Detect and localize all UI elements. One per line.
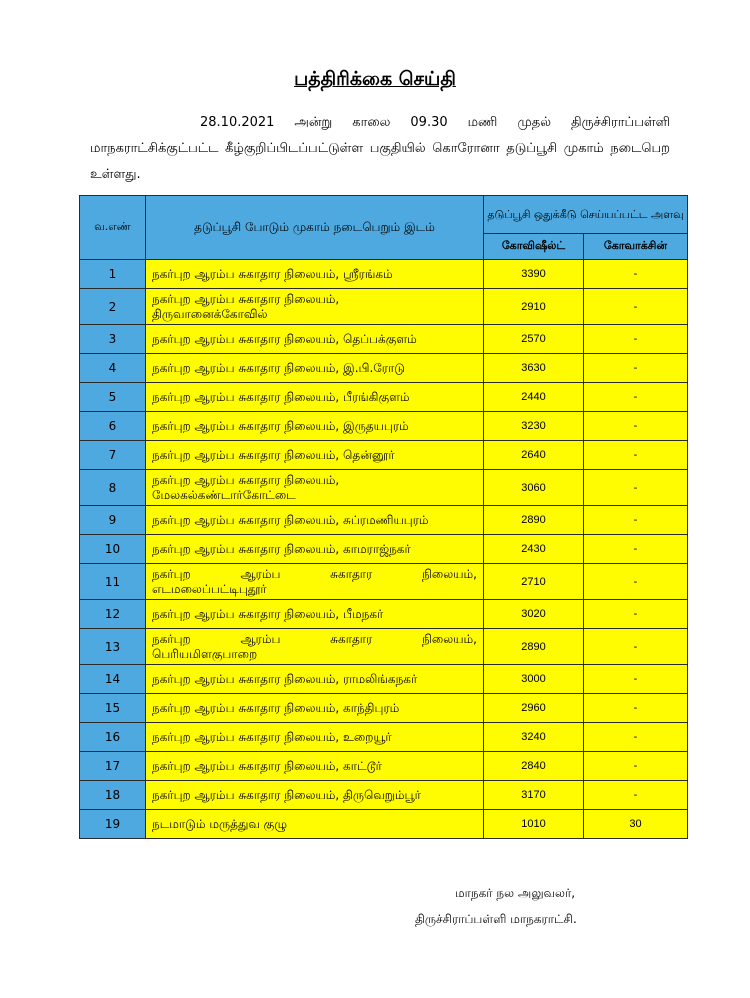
header-camp-location: தடுப்பூசி போடும் முகாம் நடைபெறும் இடம்	[146, 196, 484, 260]
cell-serial-number: 7	[80, 441, 146, 470]
table-row	[80, 383, 688, 412]
table-row	[80, 470, 688, 506]
table-row	[80, 665, 688, 694]
cell-camp-location	[146, 354, 484, 383]
cell-serial-number: 15	[80, 694, 146, 723]
table-row	[80, 260, 688, 289]
cell-covaxin-count: -	[584, 412, 688, 441]
cell-camp-location	[146, 665, 484, 694]
cell-covaxin-count: -	[584, 260, 688, 289]
cell-serial-number: 14	[80, 665, 146, 694]
cell-camp-location	[146, 535, 484, 564]
table-row	[80, 781, 688, 810]
cell-covaxin-count: 30	[584, 810, 688, 839]
cell-covaxin-count: -	[584, 441, 688, 470]
cell-camp-location	[146, 781, 484, 810]
cell-serial-number: 19	[80, 810, 146, 839]
location-line-1: நகர்புற ஆரம்ப சுகாதார நிலையம், உறையூர்	[152, 729, 392, 744]
table-row	[80, 810, 688, 839]
cell-covishield-count: 3630	[484, 354, 584, 383]
table-row	[80, 412, 688, 441]
cell-covishield-count: 1010	[484, 810, 584, 839]
location-line-2: எடமலைப்பட்டிபுதூர்	[152, 581, 267, 596]
location-line-1: நகர்புற ஆரம்ப சுகாதார நிலையம், ஸ்ரீரங்கம்	[152, 266, 393, 281]
cell-camp-location	[146, 260, 484, 289]
cell-covishield-count: 3060	[484, 470, 584, 506]
cell-covaxin-count: -	[584, 665, 688, 694]
cell-covishield-count: 2890	[484, 506, 584, 535]
cell-covishield-count: 2710	[484, 564, 584, 600]
cell-serial-number: 5	[80, 383, 146, 412]
cell-serial-number: 3	[80, 325, 146, 354]
cell-camp-location	[146, 694, 484, 723]
cell-covishield-count: 2440	[484, 383, 584, 412]
cell-covishield-count: 2570	[484, 325, 584, 354]
cell-camp-location	[146, 383, 484, 412]
intro-rest: மாநகராட்சிக்குட்பட்ட கீழ்குறிப்பிடப்பட்டுள்ள பகுதியில் கொரோனா தடுப்பூசி முகாம் நடைபெற உள்ளது.	[90, 141, 670, 182]
cell-covaxin-count: -	[584, 752, 688, 781]
vaccination-camp-table	[79, 195, 688, 839]
cell-serial-number: 16	[80, 723, 146, 752]
cell-camp-location	[146, 412, 484, 441]
cell-covaxin-count: -	[584, 325, 688, 354]
cell-camp-location	[146, 600, 484, 629]
cell-covishield-count: 3230	[484, 412, 584, 441]
table-row	[80, 441, 688, 470]
table-row	[80, 629, 688, 665]
cell-serial-number: 4	[80, 354, 146, 383]
signature-designation: மாநகர் நல அலுவலர்,	[455, 886, 576, 900]
location-line-1: நகர்புற ஆரம்ப சுகாதார நிலையம்,	[152, 566, 477, 581]
cell-camp-location	[146, 810, 484, 839]
header-dose-allocation: தடுப்பூசி ஒதுக்கீடு செய்யப்பட்ட அளவு	[484, 196, 688, 234]
cell-camp-location	[146, 564, 484, 600]
cell-covishield-count: 3020	[484, 600, 584, 629]
cell-serial-number: 2	[80, 289, 146, 325]
cell-covishield-count: 3390	[484, 260, 584, 289]
table-row	[80, 289, 688, 325]
cell-covishield-count: 3000	[484, 665, 584, 694]
cell-serial-number: 12	[80, 600, 146, 629]
cell-covaxin-count: -	[584, 506, 688, 535]
signature-organization: திருச்சிராப்பள்ளி மாநகராட்சி.	[415, 912, 577, 926]
cell-serial-number: 9	[80, 506, 146, 535]
cell-camp-location	[146, 470, 484, 506]
cell-covaxin-count: -	[584, 383, 688, 412]
cell-covaxin-count: -	[584, 535, 688, 564]
cell-camp-location	[146, 289, 484, 325]
location-line-1: நகர்புற ஆரம்ப சுகாதார நிலையம், இ.பி.ரோடு	[152, 360, 405, 375]
cell-covaxin-count: -	[584, 470, 688, 506]
cell-camp-location	[146, 629, 484, 665]
location-line-1: நகர்புற ஆரம்ப சுகாதார நிலையம், காந்திபுரம்	[152, 700, 400, 715]
table-row	[80, 694, 688, 723]
cell-camp-location	[146, 325, 484, 354]
cell-serial-number: 1	[80, 260, 146, 289]
cell-serial-number: 11	[80, 564, 146, 600]
cell-serial-number: 17	[80, 752, 146, 781]
cell-covishield-count: 3240	[484, 723, 584, 752]
signature-block	[415, 880, 577, 932]
cell-camp-location	[146, 723, 484, 752]
cell-serial-number: 8	[80, 470, 146, 506]
cell-covaxin-count: -	[584, 600, 688, 629]
location-line-2: மேலகல்கண்டார்கோட்டை	[152, 487, 296, 502]
cell-covishield-count: 2960	[484, 694, 584, 723]
table-row	[80, 325, 688, 354]
location-line-1: நகர்புற ஆரம்ப சுகாதார நிலையம், ராமலிங்கநகர்	[152, 671, 418, 686]
cell-serial-number: 18	[80, 781, 146, 810]
cell-covishield-count: 2840	[484, 752, 584, 781]
cell-covishield-count: 2910	[484, 289, 584, 325]
page-title: பத்திரிக்கை செய்தி	[294, 68, 456, 90]
table-row	[80, 564, 688, 600]
location-line-1: நகர்புற ஆரம்ப சுகாதார நிலையம், காட்டூர்	[152, 758, 382, 773]
cell-camp-location	[146, 752, 484, 781]
location-line-1: நகர்புற ஆரம்ப சுகாதார நிலையம், காமராஜ்நகர்	[152, 541, 411, 556]
intro-paragraph	[90, 110, 670, 188]
cell-covaxin-count: -	[584, 564, 688, 600]
location-line-1: நகர்புற ஆரம்ப சுகாதார நிலையம்,	[152, 631, 477, 646]
location-line-1: நகர்புற ஆரம்ப சுகாதார நிலையம், திருவெறும்பூர்	[152, 787, 421, 802]
cell-covaxin-count: -	[584, 694, 688, 723]
cell-serial-number: 13	[80, 629, 146, 665]
location-line-2: பெரியமிளகுபாறை	[152, 646, 258, 661]
table-row	[80, 752, 688, 781]
location-line-2: திருவானைக்கோவில்	[152, 306, 268, 321]
location-line-1: நகர்புற ஆரம்ப சுகாதார நிலையம், பீரங்கிகுளம்	[152, 389, 410, 404]
table-row	[80, 723, 688, 752]
intro-line-1: 28.10.2021 அன்று காலை 09.30 மணி முதல் திருச்சிராப்பள்ளி	[200, 115, 670, 130]
location-line-1: நகர்புற ஆரம்ப சுகாதார நிலையம், சுப்ரமணியபுரம்	[152, 512, 429, 527]
table-row	[80, 354, 688, 383]
header-serial-number: வ.எண்	[80, 196, 146, 260]
location-line-1: நகர்புற ஆரம்ப சுகாதார நிலையம், இருதயபுரம்	[152, 418, 409, 433]
cell-covaxin-count: -	[584, 354, 688, 383]
location-line-1: நகர்புற ஆரம்ப சுகாதார நிலையம், தென்னூர்	[152, 447, 395, 462]
cell-serial-number: 10	[80, 535, 146, 564]
cell-covishield-count: 2640	[484, 441, 584, 470]
location-line-1: நகர்புற ஆரம்ப சுகாதார நிலையம்,	[152, 472, 340, 487]
location-line-1: நகர்புற ஆரம்ப சுகாதார நிலையம்,	[152, 291, 340, 306]
cell-covaxin-count: -	[584, 723, 688, 752]
location-line-1: நகர்புற ஆரம்ப சுகாதார நிலையம், பீமநகர்	[152, 606, 384, 621]
cell-camp-location	[146, 441, 484, 470]
table-row	[80, 506, 688, 535]
cell-covaxin-count: -	[584, 781, 688, 810]
table-row	[80, 600, 688, 629]
location-line-1: நடமாடும் மருத்துவ குழு	[152, 816, 288, 831]
cell-covaxin-count: -	[584, 629, 688, 665]
header-covishield: கோவிஷீல்ட்	[484, 234, 584, 260]
cell-covishield-count: 2890	[484, 629, 584, 665]
cell-covishield-count: 3170	[484, 781, 584, 810]
cell-covaxin-count: -	[584, 289, 688, 325]
cell-camp-location	[146, 506, 484, 535]
location-line-1: நகர்புற ஆரம்ப சுகாதார நிலையம், தெப்பக்குளம்	[152, 331, 417, 346]
cell-serial-number: 6	[80, 412, 146, 441]
header-covaxin: கோவாக்சின்	[584, 234, 688, 260]
cell-covishield-count: 2430	[484, 535, 584, 564]
table-row	[80, 535, 688, 564]
